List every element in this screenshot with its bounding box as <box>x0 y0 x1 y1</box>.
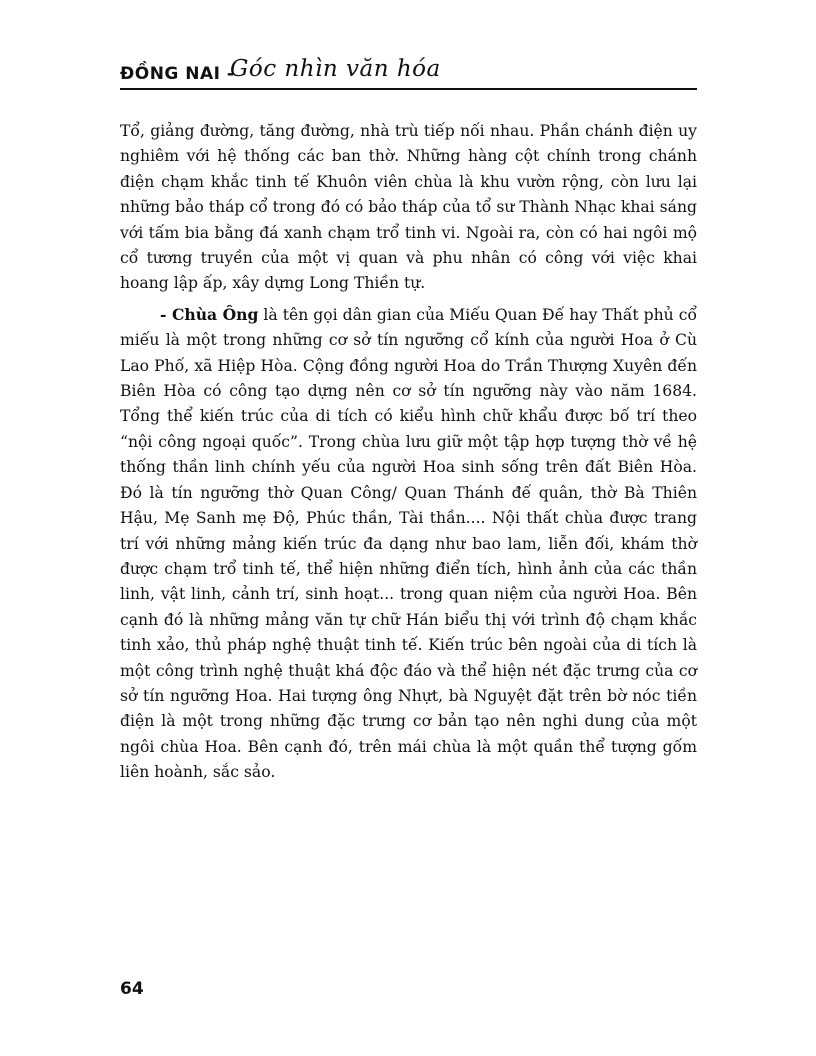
running-header <box>120 50 697 90</box>
page-number: 64 <box>120 979 144 999</box>
header-subtitle: Góc nhìn văn hóa <box>230 56 441 82</box>
body-text <box>120 119 697 786</box>
paragraph-1-text: Tổ, giảng đường, tăng đường, nhà trù tiếp nối nhau. Phần chánh điện uy nghiêm với hệ thống các ban thờ. Những hàng cột chính trong chánh điện chạm khắc tinh tế Khuôn viên chùa là khu vườn rộng, còn lưu lại những bảo tháp cổ trong đó có bảo tháp của tổ sư Thành Nhạc khai sáng với tấm bia bằng đá xanh chạm trổ tinh vi. Ngoài ra, còn có hai ngôi mộ cổ tương truyền của một vị quan và phu nhân có công với việc khai hoang lập ấp, xây dựng Long Thiền tự. <box>120 122 697 293</box>
paragraph-2 <box>120 302 697 786</box>
paragraph-2-lead: - Chùa Ông <box>160 304 259 324</box>
header-title: ĐỒNG NAI - <box>120 64 235 84</box>
paragraph-2-text: là tên gọi dân gian của Miếu Quan Đế hay Thất phủ cổ miếu là một trong những cơ sở tín ngưỡng cổ kính của người Hoa ở Cù Lao Phố, xã Hiệp Hòa. Cộng đồng người Hoa do Trần Thượng Xuyên đến Biên Hòa có công tạo dựng nên cơ sở tín ngưỡng này vào năm 1684. Tổng thể kiến trúc của di tích có kiểu hình chữ khẩu được bố trí theo “nội công ngoại quốc”. Trong chùa lưu giữ một tập hợp tượng thờ về hệ thống thần linh chính yếu của người Hoa sinh sống trên đất Biên Hòa. Đó là tín ngưỡng thờ Quan Công/ Quan Thánh đế quân, thờ Bà Thiên Hậu, Mẹ Sanh mẹ Độ, Phúc thần, Tài thần.... Nội thất chùa được trang trí với những mảng kiến trúc đa dạng như bao lam, liễn đối, khám thờ được chạm trổ tinh tế, thể hiện những điển tích, hình ảnh của các thần linh, vật linh, cảnh trí, sinh hoạt... trong quan niệm của người Hoa. Bên cạnh đó là những mảng văn tự chữ Hán biểu thị với trình độ chạm khắc tinh xảo, thủ pháp nghệ thuật tinh tế. Kiến trúc bên ngoài của di tích là một công trình nghệ thuật khá độc đáo và thể hiện nét đặc trưng của cơ sở tín ngưỡng Hoa. Hai tượng ông Nhựt, bà Nguyệt đặt trên bờ nóc tiền điện là một trong những đặc trưng cơ bản tạo nên nghi dung của một ngôi chùa Hoa. Bên cạnh đó, trên mái chùa là một quần thể tượng gốm liên hoành, sắc sảo. <box>120 305 697 782</box>
paragraph-1 <box>120 119 697 297</box>
header-rule <box>120 88 697 90</box>
